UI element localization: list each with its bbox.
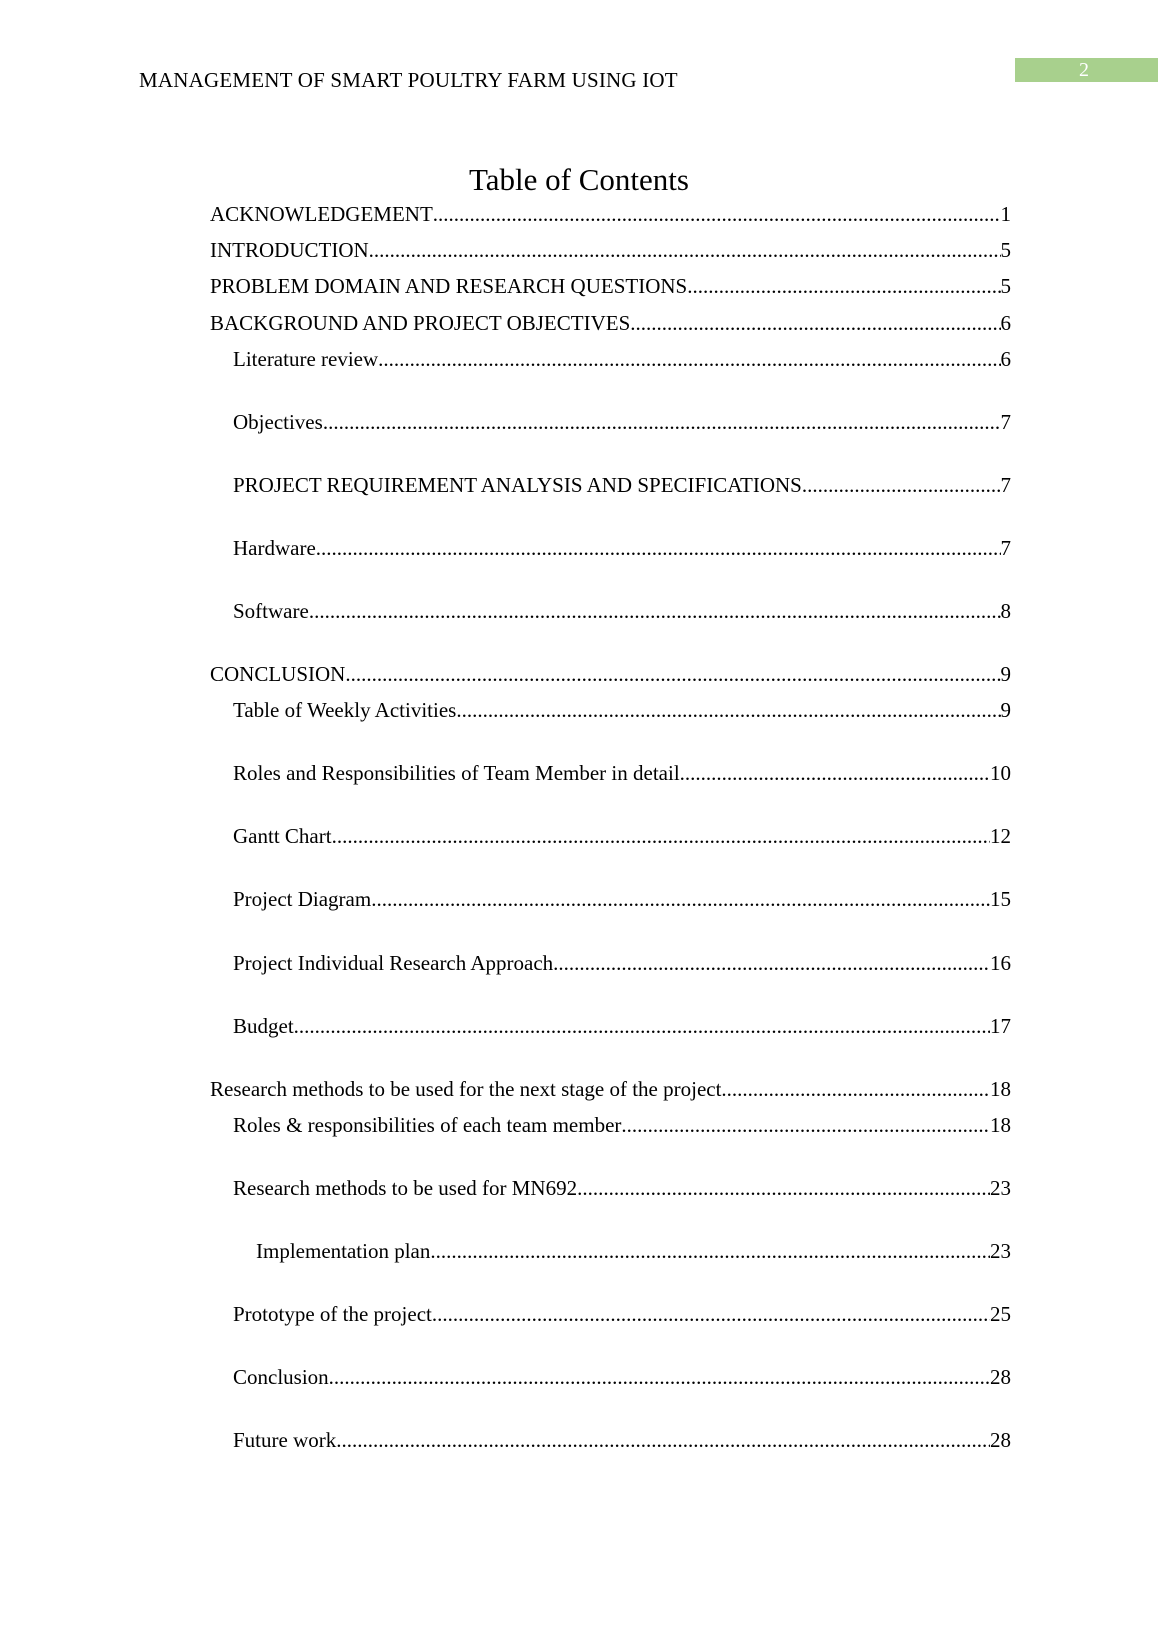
toc-entry-introduction[interactable] — [210, 237, 1011, 263]
toc-entry-research-methods-next-stage[interactable] — [210, 1076, 1011, 1102]
toc-entry-research-approach[interactable] — [233, 950, 1011, 976]
toc-entry-text: Research methods to be used for MN692 — [233, 1176, 578, 1200]
toc-entry-requirement-analysis[interactable] — [233, 472, 1011, 498]
toc-entry-text: Project Individual Research Approach — [233, 951, 554, 975]
toc-entry-page: 9 — [1000, 662, 1011, 686]
toc-dot-leader — [456, 697, 1000, 723]
toc-list — [210, 0, 1011, 1638]
toc-entry-text: Software — [233, 599, 309, 623]
toc-dot-leader — [309, 598, 1001, 624]
toc-entry-text: Literature review — [233, 347, 379, 371]
toc-entry-weekly-activities[interactable] — [233, 697, 1011, 723]
toc-entry-page: 17 — [990, 1014, 1011, 1038]
toc-entry-text: Table of Weekly Activities — [233, 698, 457, 722]
toc-dot-leader — [323, 409, 1001, 435]
toc-entry-page: 7 — [1000, 536, 1011, 560]
toc-dot-leader — [336, 1427, 990, 1453]
toc-entry-text: PROJECT REQUIREMENT ANALYSIS AND SPECIFICATIONS — [233, 473, 802, 497]
toc-dot-leader — [430, 1238, 990, 1264]
toc-entry-text: Hardware — [233, 536, 316, 560]
toc-entry-page: 18 — [990, 1113, 1011, 1137]
toc-entry-text: ACKNOWLEDGEMENT — [210, 202, 433, 226]
toc-dot-leader — [553, 950, 990, 976]
toc-entry-budget[interactable] — [233, 1013, 1011, 1039]
toc-entry-page: 23 — [990, 1239, 1011, 1263]
toc-dot-leader — [369, 237, 1001, 263]
toc-entry-page: 10 — [990, 761, 1011, 785]
toc-entry-text: Objectives — [233, 410, 323, 434]
toc-entry-prototype[interactable] — [233, 1301, 1011, 1327]
toc-entry-page: 1 — [1000, 202, 1011, 226]
toc-entry-text: Prototype of the project — [233, 1302, 432, 1326]
toc-entry-text: BACKGROUND AND PROJECT OBJECTIVES — [210, 311, 631, 335]
toc-dot-leader — [316, 535, 1001, 561]
toc-entry-text: INTRODUCTION — [210, 238, 369, 262]
toc-entry-gantt-chart[interactable] — [233, 823, 1011, 849]
page-number-badge: 2 — [1015, 58, 1158, 82]
toc-dot-leader — [294, 1013, 990, 1039]
toc-entry-page: 5 — [1000, 274, 1011, 298]
toc-entry-text: CONCLUSION — [210, 662, 346, 686]
toc-entry-hardware[interactable] — [233, 535, 1011, 561]
toc-entry-acknowledgement[interactable] — [210, 201, 1011, 227]
toc-entry-implementation-plan[interactable] — [256, 1238, 1011, 1264]
toc-entry-problem-domain[interactable] — [210, 273, 1011, 299]
toc-entry-page: 12 — [990, 824, 1011, 848]
toc-entry-page: 6 — [1000, 347, 1011, 371]
toc-entry-page: 7 — [1000, 410, 1011, 434]
toc-entry-literature-review[interactable] — [233, 346, 1011, 372]
toc-dot-leader — [432, 1301, 990, 1327]
toc-dot-leader — [329, 1364, 990, 1390]
toc-entry-page: 7 — [1000, 473, 1011, 497]
toc-entry-page: 15 — [990, 887, 1011, 911]
toc-entry-text: Roles and Responsibilities of Team Member in detail — [233, 761, 680, 785]
toc-entry-conclusion[interactable] — [210, 661, 1011, 687]
toc-entry-roles-detail[interactable] — [233, 760, 1011, 786]
toc-entry-text: PROBLEM DOMAIN AND RESEARCH QUESTIONS — [210, 274, 688, 298]
toc-entry-objectives[interactable] — [233, 409, 1011, 435]
toc-dot-leader — [345, 661, 1000, 687]
toc-entry-page: 23 — [990, 1176, 1011, 1200]
toc-entry-text: Budget — [233, 1014, 294, 1038]
toc-entry-text: Implementation plan — [256, 1239, 431, 1263]
toc-entry-roles-each-member[interactable] — [233, 1112, 1011, 1138]
toc-entry-page: 9 — [1000, 698, 1011, 722]
toc-entry-software[interactable] — [233, 598, 1011, 624]
toc-entry-research-methods-mn692[interactable] — [233, 1175, 1011, 1201]
toc-entry-text: Conclusion — [233, 1365, 329, 1389]
toc-dot-leader — [687, 273, 1000, 299]
toc-dot-leader — [332, 823, 990, 849]
toc-dot-leader — [378, 346, 1000, 372]
toc-dot-leader — [680, 760, 990, 786]
toc-entry-text: Project Diagram — [233, 887, 372, 911]
toc-dot-leader — [433, 201, 1001, 227]
toc-dot-leader — [371, 886, 990, 912]
toc-dot-leader — [630, 310, 1000, 336]
toc-entry-background[interactable] — [210, 310, 1011, 336]
toc-entry-page: 18 — [990, 1077, 1011, 1101]
toc-entry-page: 16 — [990, 951, 1011, 975]
toc-entry-page: 28 — [990, 1365, 1011, 1389]
toc-dot-leader — [802, 472, 1001, 498]
toc-entry-page: 25 — [990, 1302, 1011, 1326]
toc-entry-page: 6 — [1000, 311, 1011, 335]
toc-dot-leader — [621, 1112, 990, 1138]
toc-title: Table of Contents — [469, 162, 689, 197]
toc-dot-leader — [577, 1175, 990, 1201]
toc-dot-leader — [721, 1076, 990, 1102]
toc-entry-text: Roles & responsibilities of each team member — [233, 1113, 622, 1137]
toc-entry-future-work[interactable] — [233, 1427, 1011, 1453]
toc-entry-text: Future work — [233, 1428, 337, 1452]
toc-entry-text: Gantt Chart — [233, 824, 332, 848]
toc-entry-project-diagram[interactable] — [233, 886, 1011, 912]
toc-entry-conclusion-sub[interactable] — [233, 1364, 1011, 1390]
toc-entry-page: 28 — [990, 1428, 1011, 1452]
toc-entry-page: 8 — [1000, 599, 1011, 623]
running-header-title: MANAGEMENT OF SMART POULTRY FARM USING IOT — [139, 68, 678, 92]
toc-entry-text: Research methods to be used for the next stage of the project — [210, 1077, 722, 1101]
toc-entry-page: 5 — [1000, 238, 1011, 262]
